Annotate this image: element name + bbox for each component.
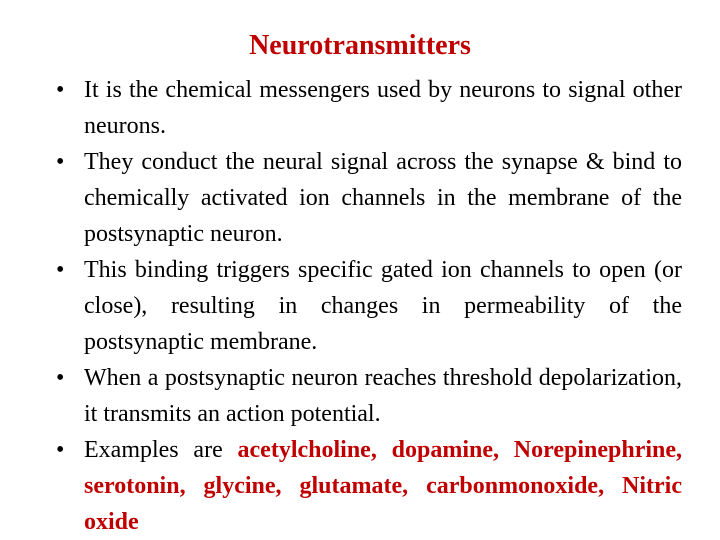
bullet-icon: • [56, 437, 65, 463]
bullet-list [52, 72, 682, 540]
examples-list: acetylcholine, dopamine, Norepinephrine, serotonin, glycine, glutamate, carbonmonoxide, Nitric oxide [84, 437, 683, 535]
bullet-text: It is the chemical messengers used by neurons to signal other neurons. [84, 77, 682, 139]
bullet-item [52, 252, 682, 360]
slide-title: Neurotransmitters [249, 30, 471, 61]
bullet-icon: • [56, 257, 65, 283]
bullet-icon: • [56, 365, 65, 391]
bullet-text: This binding triggers specific gated ion channels to open (or close), resulting in changes in permeability of the postsynaptic membrane. [84, 257, 682, 355]
bullet-text: When a postsynaptic neuron reaches threshold depolarization, it transmits an action potential. [84, 365, 682, 427]
bullet-item-examples [52, 432, 682, 540]
bullet-icon: • [56, 149, 65, 175]
bullet-item [52, 360, 682, 432]
examples-lead-text: Examples are [84, 437, 238, 463]
bullet-text: They conduct the neural signal across the synapse & bind to chemically activated ion channels in the membrane of the postsynaptic neuron. [84, 149, 682, 247]
bullet-item [52, 72, 682, 144]
bullet-icon: • [56, 77, 65, 103]
bullet-item [52, 144, 682, 252]
